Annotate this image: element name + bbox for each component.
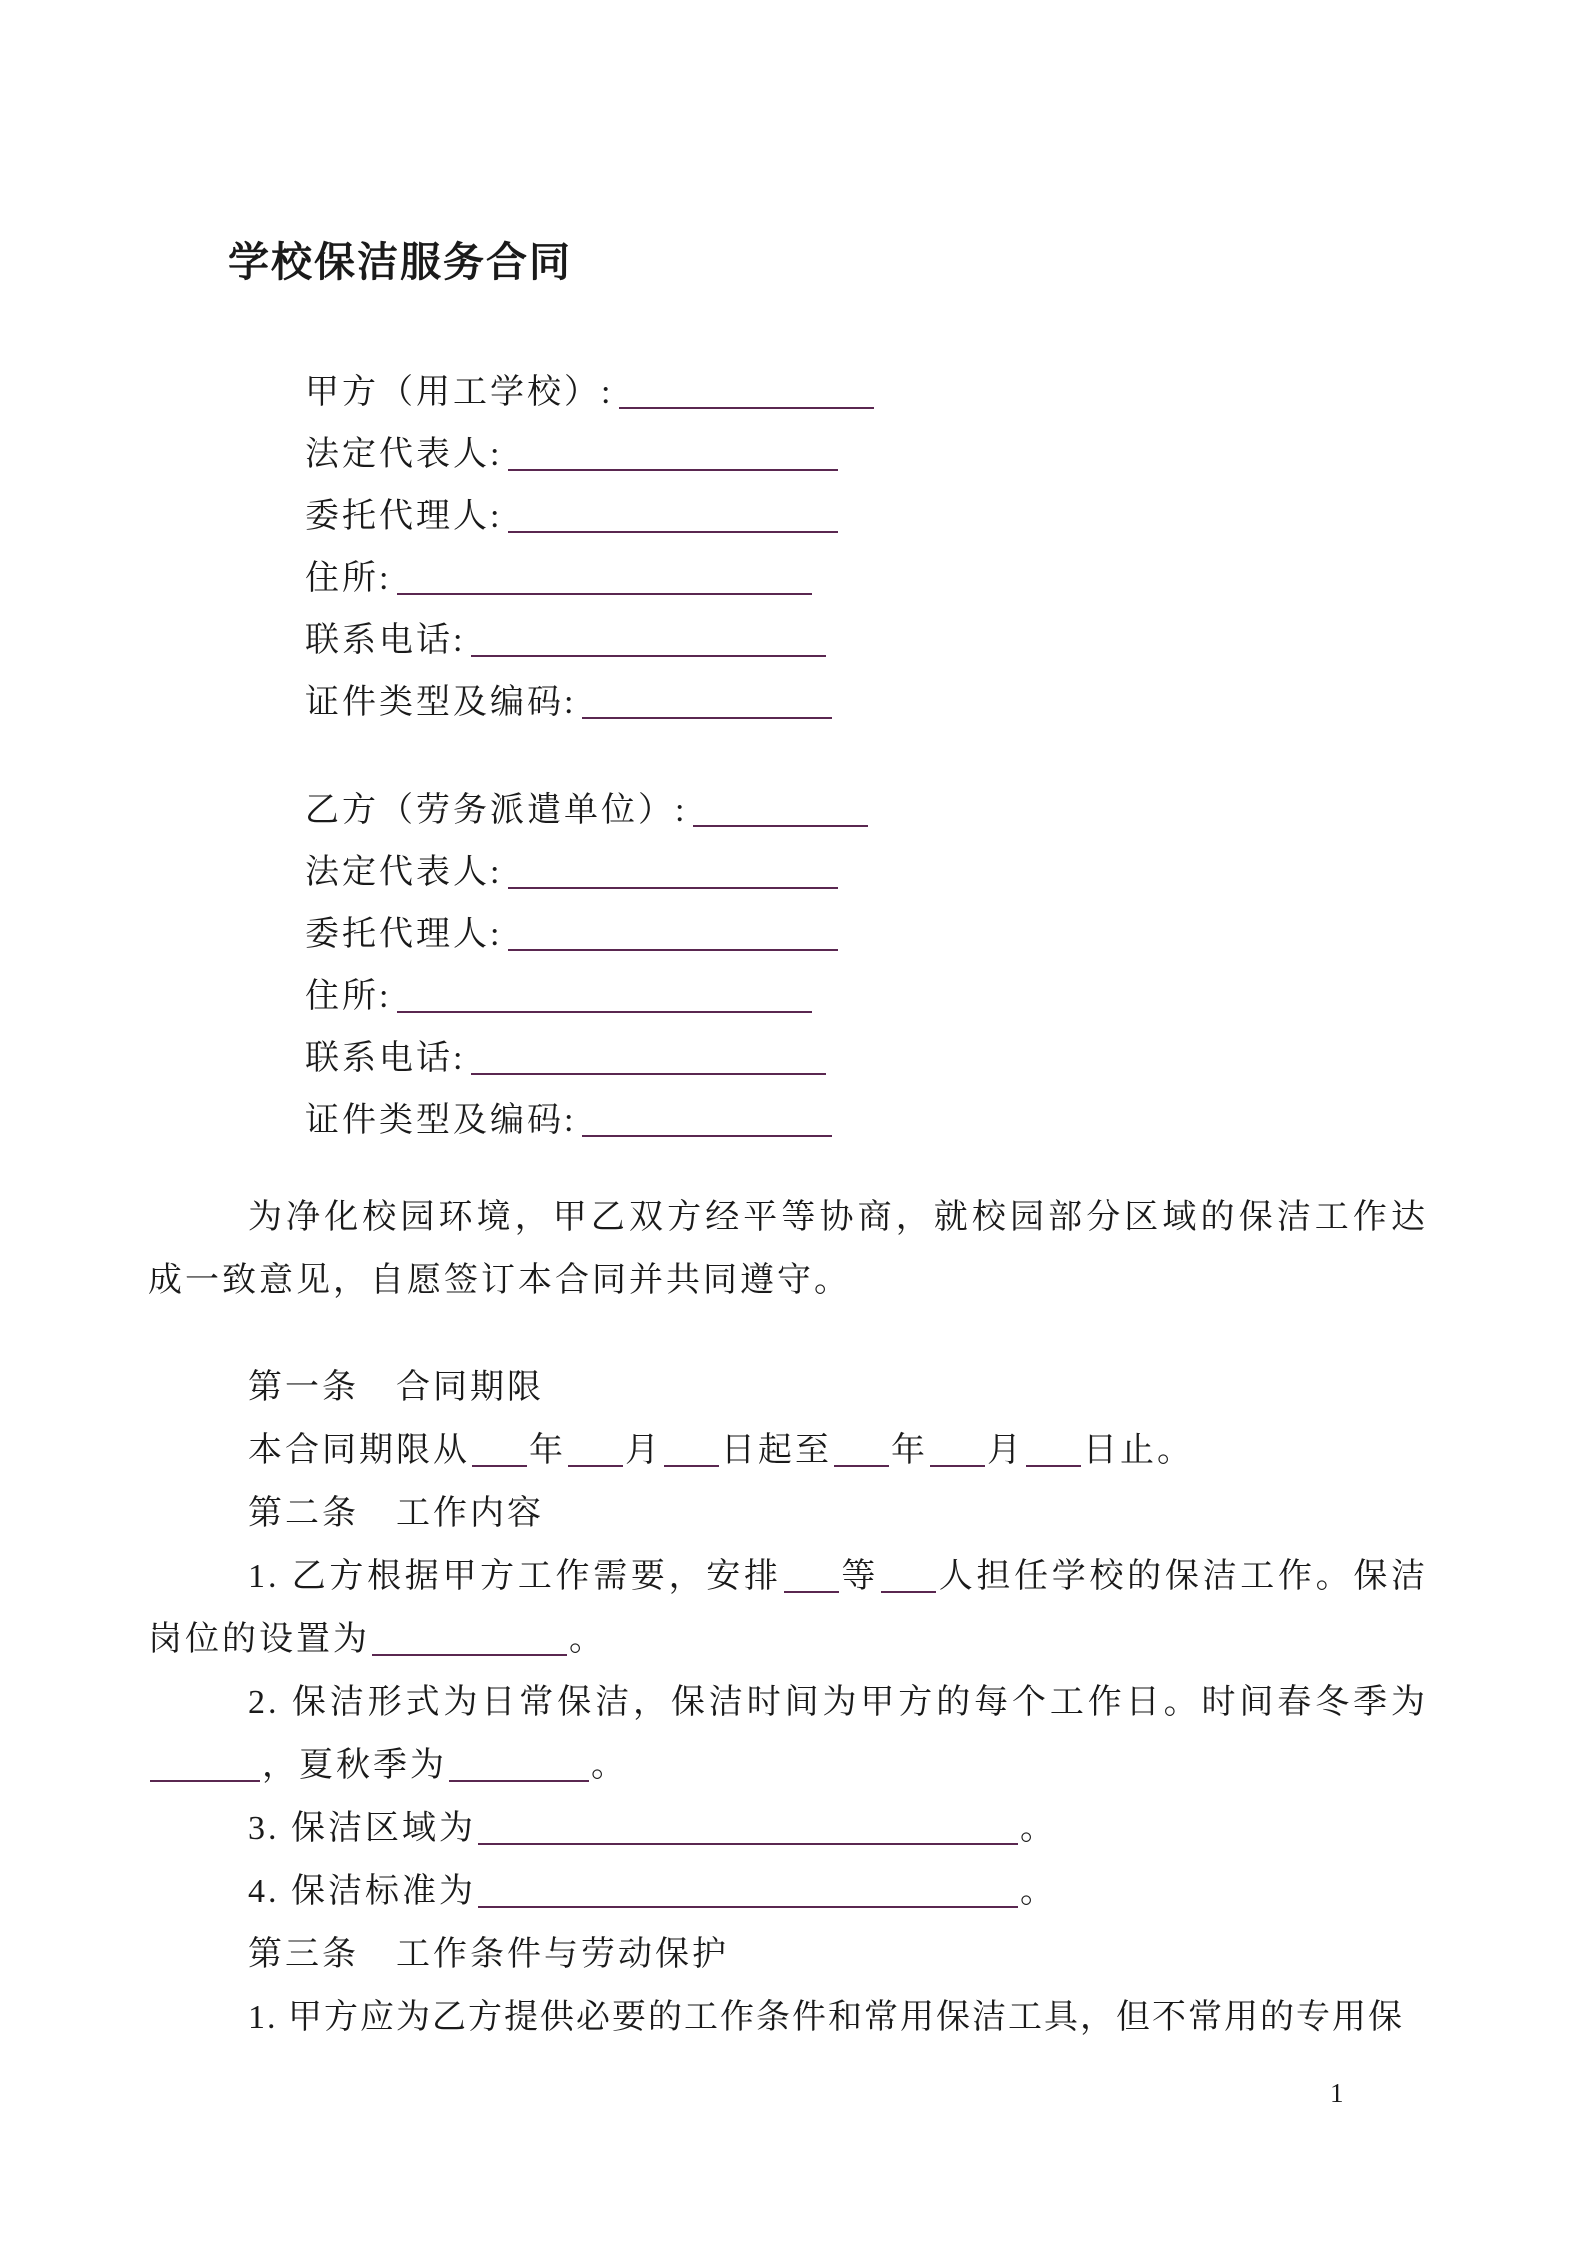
- term-text: 日起至: [721, 1432, 832, 1469]
- item-text: 3. 保洁区域为: [248, 1810, 476, 1847]
- field-label: 住所:: [305, 978, 392, 1015]
- blank-field[interactable]: [478, 1880, 1018, 1908]
- term-text: 年: [529, 1432, 566, 1469]
- blank-field[interactable]: [508, 861, 838, 889]
- item-text: 1. 乙方根据甲方工作需要，安排: [248, 1558, 782, 1595]
- blank-field[interactable]: [397, 567, 812, 595]
- field-label: 甲方（用工学校）:: [305, 374, 614, 411]
- blank-field[interactable]: [150, 1754, 260, 1782]
- item-text: 2. 保洁形式为日常保洁，保洁时间为甲方的每个工作日。时间春冬季为: [248, 1684, 1428, 1721]
- party-a-info: [148, 362, 1428, 734]
- article-2-item-3: [148, 1797, 1428, 1860]
- blank-field[interactable]: [372, 1628, 567, 1656]
- term-text: 月: [987, 1432, 1024, 1469]
- blank-field[interactable]: [472, 1439, 527, 1467]
- article-2-item-2: [148, 1671, 1428, 1797]
- article-3-item-1: 1. 甲方应为乙方提供必要的工作条件和常用保洁工具，但不常用的专用保: [248, 1999, 1404, 2036]
- field-row-party-a-legal-rep: [148, 424, 1428, 486]
- field-label: 委托代理人:: [305, 916, 503, 953]
- field-label: 证件类型及编码:: [305, 1102, 577, 1139]
- field-row-party-a-id: [148, 672, 1428, 734]
- blank-field[interactable]: [568, 1439, 623, 1467]
- blank-field[interactable]: [784, 1565, 839, 1593]
- item-text: 等: [840, 1558, 880, 1595]
- blank-field[interactable]: [508, 505, 838, 533]
- item-text: 。: [569, 1621, 606, 1658]
- blank-field[interactable]: [664, 1439, 719, 1467]
- article-1-heading: 第一条 合同期限: [248, 1369, 544, 1406]
- field-label: 委托代理人:: [305, 498, 503, 535]
- field-row-party-b-phone: [148, 1028, 1428, 1090]
- blank-field[interactable]: [619, 381, 874, 409]
- document-title: 学校保洁服务合同: [228, 239, 572, 285]
- item-text: 人担任学校的保洁工作。保洁岗位的设置为: [148, 1558, 1429, 1658]
- article-3-heading: 第三条 工作条件与劳动保护: [248, 1936, 729, 1973]
- blank-field[interactable]: [582, 691, 832, 719]
- blank-field[interactable]: [471, 629, 826, 657]
- field-row-party-b-agent: [148, 904, 1428, 966]
- blank-field[interactable]: [834, 1439, 889, 1467]
- blank-field[interactable]: [449, 1754, 589, 1782]
- term-text: 月: [625, 1432, 662, 1469]
- field-label: 联系电话:: [305, 1040, 466, 1077]
- blank-field[interactable]: [508, 443, 838, 471]
- item-text: 。: [1020, 1810, 1057, 1847]
- field-row-party-a-phone: [148, 610, 1428, 672]
- blank-field[interactable]: [582, 1109, 832, 1137]
- field-row-party-b-id: [148, 1090, 1428, 1152]
- field-label: 法定代表人:: [305, 854, 503, 891]
- blank-field[interactable]: [693, 799, 868, 827]
- field-row-party-b-legal-rep: [148, 842, 1428, 904]
- field-row-party-a-agent: [148, 486, 1428, 548]
- article-2-item-4: [148, 1860, 1428, 1923]
- item-text: 4. 保洁标准为: [248, 1873, 476, 1910]
- field-row-party-a-name: [148, 362, 1428, 424]
- blank-field[interactable]: [930, 1439, 985, 1467]
- field-label: 住所:: [305, 560, 392, 597]
- item-text: 。: [591, 1747, 628, 1784]
- term-text: 本合同期限从: [248, 1432, 470, 1469]
- blank-field[interactable]: [397, 985, 812, 1013]
- preamble-paragraph: 为净化校园环境，甲乙双方经平等协商，就校园部分区域的保洁工作达成一致意见，自愿签订本合同并共同遵守。: [148, 1199, 1428, 1299]
- term-text: 日止。: [1083, 1432, 1194, 1469]
- field-label: 乙方（劳务派遣单位）:: [305, 792, 688, 829]
- contract-term-line: [148, 1419, 1428, 1482]
- article-2-heading: 第二条 工作内容: [248, 1495, 544, 1532]
- field-label: 证件类型及编码:: [305, 684, 577, 721]
- article-2-item-1: [148, 1545, 1428, 1671]
- party-b-info: [148, 780, 1428, 1152]
- page-number: 1: [1330, 2078, 1344, 2108]
- term-text: 年: [891, 1432, 928, 1469]
- blank-field[interactable]: [508, 923, 838, 951]
- item-text: ，夏秋季为: [262, 1747, 447, 1784]
- blank-field[interactable]: [881, 1565, 936, 1593]
- blank-field[interactable]: [471, 1047, 826, 1075]
- field-label: 联系电话:: [305, 622, 466, 659]
- item-text: 。: [1020, 1873, 1057, 1910]
- field-row-party-b-address: [148, 966, 1428, 1028]
- blank-field[interactable]: [478, 1817, 1018, 1845]
- field-row-party-a-address: [148, 548, 1428, 610]
- blank-field[interactable]: [1026, 1439, 1081, 1467]
- field-label: 法定代表人:: [305, 436, 503, 473]
- field-row-party-b-name: [148, 780, 1428, 842]
